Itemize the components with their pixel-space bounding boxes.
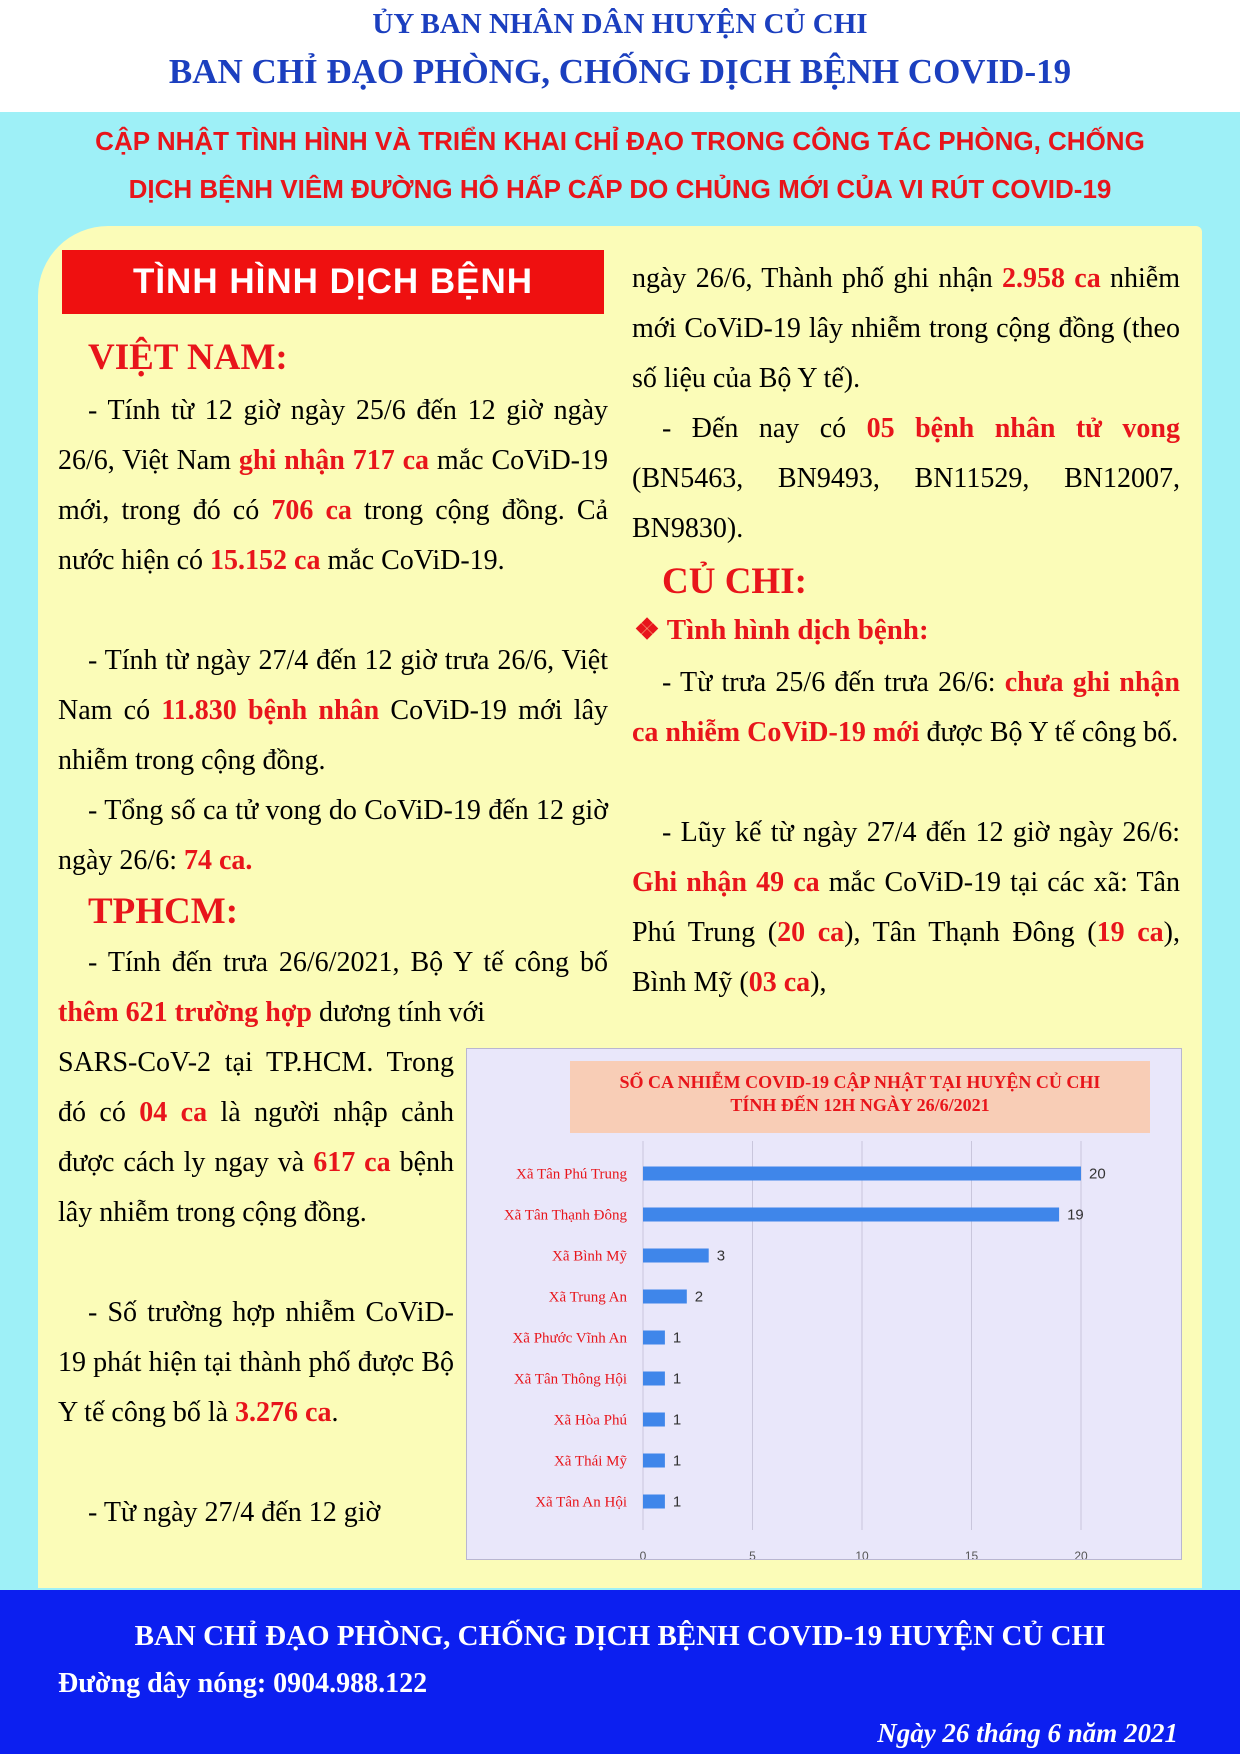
vietnam-paragraph-1: - Tính từ 12 giờ ngày 25/6 đến 12 giờ ngày 26/6, Việt Nam ghi nhận 717 ca mắc CoViD-19 mới, trong đó có 706 ca trong cộng đồng. Cả nước hiện có 15.152 ca mắc CoViD-19. [58, 395, 608, 576]
chart-bar [643, 1372, 665, 1386]
bar-chart [466, 1048, 1182, 1560]
chart-svg [467, 1049, 1181, 1559]
chart-category-label: Xã Tân Thạnh Đông [503, 1207, 627, 1224]
chart-category-label: Xã Trung An [548, 1289, 627, 1306]
cuchi-heading: CỦ CHI: [662, 561, 807, 602]
footer [0, 1590, 1240, 1754]
tphcm-paragraph-1b: SARS-CoV-2 tại TP.HCM. Trong đó có 04 ca là người nhập cảnh được cách ly ngay và 617 ca bệnh lây nhiễm trong cộng đồng. [58, 1047, 454, 1228]
footer-date: Ngày 26 tháng 6 năm 2021 [877, 1718, 1178, 1748]
section-banner [62, 250, 604, 314]
vietnam-paragraph-3: - Tổng số ca tử vong do CoViD-19 đến 12 giờ ngày 26/6: 74 ca. [58, 795, 608, 876]
subtitle-line1: CẬP NHẬT TÌNH HÌNH VÀ TRIỂN KHAI CHỈ ĐẠO TRONG CÔNG TÁC PHÒNG, CHỐNG [95, 126, 1145, 156]
cuchi-paragraph-1: - Từ trưa 25/6 đến trưa 26/6: chưa ghi nhận ca nhiễm CoViD-19 mới được Bộ Y tế công bố. [632, 667, 1180, 748]
section-banner-text: TÌNH HÌNH DỊCH BỆNH [132, 262, 534, 301]
tphcm-paragraph-2: - Số trường hợp nhiễm CoViD-19 phát hiện tại thành phố được Bộ Y tế công bố là 3.276 ca. [58, 1297, 454, 1428]
header-line1: ỦY BAN NHÂN DÂN HUYỆN CỦ CHI [372, 8, 868, 40]
tphcm-heading: TPHCM: [88, 891, 239, 932]
chart-tick-label: 20 [1074, 1549, 1088, 1559]
chart-value-label: 1 [672, 1329, 682, 1347]
chart-tick-label: 10 [855, 1549, 869, 1559]
chart-tick-label: 15 [964, 1549, 979, 1559]
chart-value-label: 1 [672, 1370, 682, 1388]
chart-bar [643, 1290, 687, 1304]
chart-tick-label: 5 [749, 1549, 756, 1559]
cuchi-paragraph-2: - Lũy kế từ ngày 27/4 đến 12 giờ ngày 26/6: Ghi nhận 49 ca mắc CoViD-19 tại các xã: Tân Phú Trung (20 ca), Tân Thạnh Đông (19 ca), Bình Mỹ (03 ca), [632, 817, 1180, 998]
chart-bar [643, 1331, 665, 1345]
chart-category-label: Xã Tân An Hội [535, 1494, 627, 1511]
chart-value-label: 19 [1067, 1206, 1084, 1224]
footer-hotline: Đường dây nóng: 0904.988.122 [58, 1668, 428, 1699]
chart-value-label: 1 [672, 1411, 682, 1429]
chart-category-label: Xã Phước Vĩnh An [512, 1330, 627, 1347]
chart-value-label: 2 [694, 1288, 704, 1306]
chart-title: SỐ CA NHIỄM COVID-19 CẬP NHẬT TẠI HUYỆN CỦ CHI [619, 1072, 1101, 1092]
header-line2: BAN CHỈ ĐẠO PHÒNG, CHỐNG DỊCH BỆNH COVID-19 [168, 52, 1072, 91]
tphcm-paragraph-4: - Đến nay có 05 bệnh nhân tử vong (BN5463, BN9493, BN11529, BN12007, BN9830). [632, 413, 1181, 544]
footer-title: BAN CHỈ ĐẠO PHÒNG, CHỐNG DỊCH BỆNH COVID-19 HUYỆN CỦ CHI [134, 1620, 1106, 1652]
subtitle-line2: DỊCH BỆNH VIÊM ĐƯỜNG HÔ HẤP CẤP DO CHỦNG MỚI CỦA VI RÚT COVID-19 [128, 174, 1112, 204]
chart-bar [643, 1208, 1059, 1222]
chart-bar [643, 1249, 709, 1263]
header [0, 0, 1240, 112]
tphcm-paragraph-1a: - Tính đến trưa 26/6/2021, Bộ Y tế công bố thêm 621 trường hợp dương tính với [58, 947, 608, 1028]
chart-tick-label: 0 [639, 1549, 647, 1559]
chart-bar [643, 1413, 665, 1427]
tphcm-paragraph-3a: - Từ ngày 27/4 đến 12 giờ [88, 1497, 381, 1528]
chart-value-label: 20 [1089, 1165, 1106, 1183]
chart-category-label: Xã Thái Mỹ [553, 1453, 627, 1470]
chart-category-label: Xã Bình Mỹ [552, 1248, 627, 1265]
chart-bar [643, 1454, 665, 1468]
chart-subtitle: TÍNH ĐẾN 12H NGÀY 26/6/2021 [730, 1095, 990, 1115]
chart-value-label: 1 [672, 1452, 682, 1470]
chart-category-label: Xã Tân Phú Trung [516, 1166, 627, 1183]
chart-value-label: 1 [672, 1493, 682, 1511]
chart-category-label: Xã Tân Thông Hội [513, 1371, 627, 1388]
tphcm-paragraph-3b: ngày 26/6, Thành phố ghi nhận 2.958 ca nhiễm mới CoViD-19 lây nhiễm trong cộng đồng (theo số liệu của Bộ Y tế). [632, 263, 1180, 394]
vietnam-paragraph-2: - Tính từ ngày 27/4 đến 12 giờ trưa 26/6, Việt Nam có 11.830 bệnh nhân CoViD-19 mới lây nhiễm trong cộng đồng. [58, 645, 608, 776]
chart-bar [643, 1495, 665, 1509]
chart-bar [643, 1167, 1081, 1181]
chart-value-label: 3 [716, 1247, 726, 1265]
vietnam-heading: VIỆT NAM: [88, 337, 288, 378]
chart-category-label: Xã Hòa Phú [553, 1412, 627, 1429]
cuchi-bullet: ❖ Tình hình dịch bệnh: [634, 614, 929, 646]
